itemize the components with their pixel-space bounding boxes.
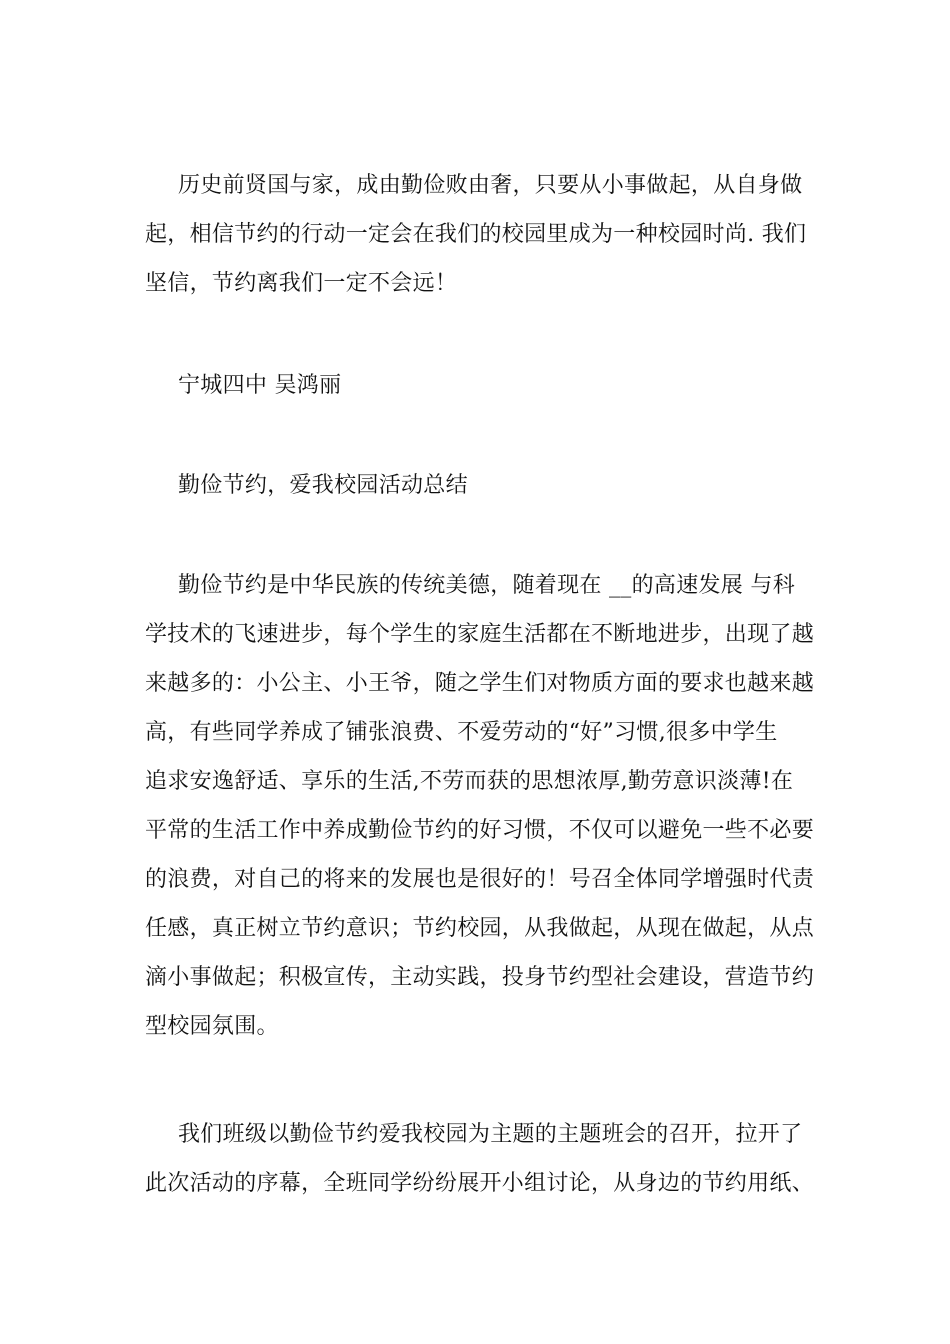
text-line: 的浪费，对自己的将来的发展也是很好的！号召全体同学增强时代责 bbox=[145, 867, 815, 892]
text-line: 滴小事做起；积极宣传，主动实践，投身节约型社会建设，营造节约 bbox=[145, 965, 815, 990]
text-line: 任感，真正树立节约意识；节约校园，从我做起，从现在做起，从点 bbox=[145, 916, 815, 941]
text-line: 历史前贤国与家，成由勤俭败由奢，只要从小事做起，从自身做 bbox=[178, 173, 803, 198]
text-line: 我们班级以勤俭节约爱我校园为主题的主题班会的召开，拉开了 bbox=[178, 1122, 803, 1147]
section-title bbox=[145, 461, 810, 510]
section-heading: 勤俭节约，爱我校园活动总结 bbox=[178, 473, 468, 498]
text-line: 此次活动的序幕，全班同学纷纷展开小组讨论，从身边的节约用纸、 bbox=[145, 1171, 815, 1196]
text-line: 起，相信节约的行动一定会在我们的校园里成为一种校园时尚. 我们 bbox=[145, 222, 807, 247]
text-line: 平常的生活工作中养成勤俭节约的好习惯，不仅可以避免一些不必要 bbox=[145, 818, 815, 843]
text-line: 来越多的：小公主、小王爷，随之学生们对物质方面的要求也越来越 bbox=[145, 671, 815, 696]
text-line: 高，有些同学养成了铺张浪费、不爱劳动的“好”习惯,很多中学生 bbox=[145, 720, 778, 745]
text-line: 学技术的飞速进步，每个学生的家庭生活都在不断地进步，出现了越 bbox=[145, 622, 815, 647]
text-line: 勤俭节约是中华民族的传统美德，随着现在 __的高速发展 与科 bbox=[178, 573, 795, 598]
intro-paragraph bbox=[145, 561, 815, 1051]
author-line: 宁城四中 吴鸿丽 bbox=[178, 373, 342, 398]
signature bbox=[145, 361, 810, 410]
text-line: 追求安逸舒适、享乐的生活,不劳而获的思想浓厚,勤劳意识淡薄!在 bbox=[145, 769, 794, 794]
activity-paragraph bbox=[145, 1110, 815, 1208]
closing-paragraph bbox=[145, 161, 810, 308]
text-line: 型校园氛围。 bbox=[145, 1014, 279, 1039]
text-line: 坚信，节约离我们一定不会远！ bbox=[145, 271, 458, 296]
